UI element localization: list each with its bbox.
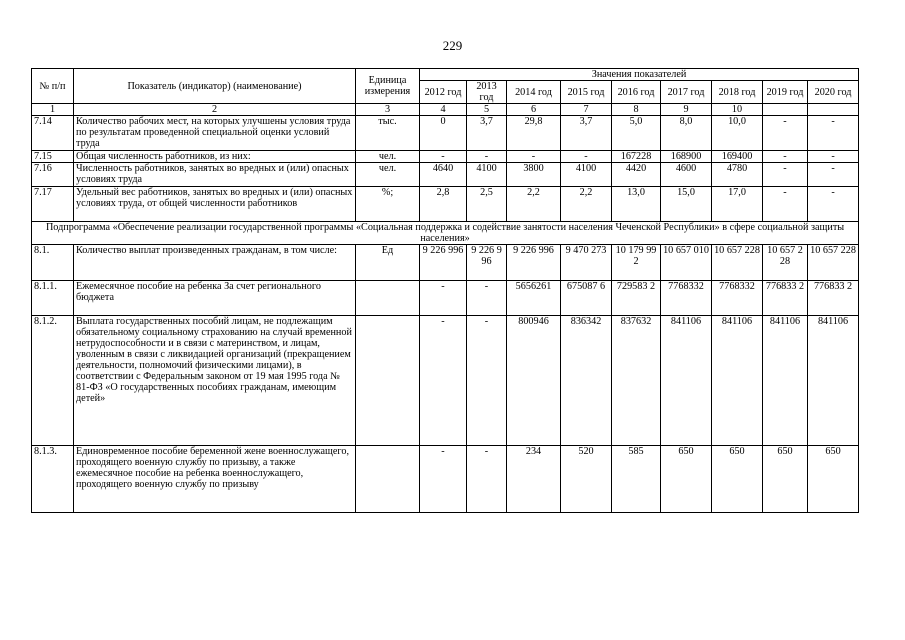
col-number: 5	[467, 104, 507, 116]
row-number: 8.1.1.	[32, 281, 74, 316]
row-value: 4640	[420, 163, 467, 187]
col-number	[763, 104, 808, 116]
row-value: 9 226 996	[467, 245, 507, 281]
row-value: -	[763, 187, 808, 222]
row-value: 650	[712, 446, 763, 513]
row-value: 10 657 010	[661, 245, 712, 281]
header-year: 2014 год	[507, 81, 561, 104]
row-value: -	[467, 446, 507, 513]
row-value: 0	[420, 116, 467, 151]
row-value: -	[420, 281, 467, 316]
row-number: 7.14	[32, 116, 74, 151]
row-value: 10,0	[712, 116, 763, 151]
header-year: 2013 год	[467, 81, 507, 104]
row-value: 167228	[612, 151, 661, 163]
table-row	[32, 316, 859, 446]
row-value: 776833 2	[763, 281, 808, 316]
row-value: 9 470 273	[561, 245, 612, 281]
row-number: 8.1.	[32, 245, 74, 281]
row-indicator-name: Количество рабочих мест, на которых улучшены условия труда по результатам проведенной специальной оценки условий труда	[74, 116, 356, 151]
row-value: 3,7	[467, 116, 507, 151]
indicators-table	[31, 68, 859, 513]
row-value: 841106	[763, 316, 808, 446]
row-indicator-name: Количество выплат произведенных гражданам, в том числе:	[74, 245, 356, 281]
row-value: 7768332	[661, 281, 712, 316]
row-value: 836342	[561, 316, 612, 446]
row-value: 169400	[712, 151, 763, 163]
row-value: -	[763, 163, 808, 187]
col-number: 9	[661, 104, 712, 116]
table-row	[32, 446, 859, 513]
row-value: 841106	[661, 316, 712, 446]
row-value: 3,7	[561, 116, 612, 151]
row-value: -	[561, 151, 612, 163]
page-number: 229	[442, 38, 463, 53]
col-number: 7	[561, 104, 612, 116]
row-value: 585	[612, 446, 661, 513]
row-value: -	[420, 446, 467, 513]
row-number: 7.15	[32, 151, 74, 163]
row-value: -	[808, 163, 859, 187]
row-unit	[356, 316, 420, 446]
row-value: -	[467, 281, 507, 316]
row-value: 650	[661, 446, 712, 513]
row-number: 7.16	[32, 163, 74, 187]
header-year: 2020 год	[808, 81, 859, 104]
table-row	[32, 187, 859, 222]
row-value: 168900	[661, 151, 712, 163]
row-indicator-name: Общая численность работников, из них:	[74, 151, 356, 163]
row-value: -	[808, 187, 859, 222]
col-number: 4	[420, 104, 467, 116]
row-value: -	[507, 151, 561, 163]
row-unit: Ед	[356, 245, 420, 281]
row-value: 15,0	[661, 187, 712, 222]
column-numbers-row	[32, 104, 859, 116]
row-value: 10 657 228	[712, 245, 763, 281]
row-value: 9 226 996	[420, 245, 467, 281]
row-value: 4780	[712, 163, 763, 187]
row-value: 17,0	[712, 187, 763, 222]
header-values: Значения показателей	[420, 69, 859, 81]
col-number: 10	[712, 104, 763, 116]
row-value: -	[420, 316, 467, 446]
row-value: 776833 2	[808, 281, 859, 316]
row-value: -	[808, 151, 859, 163]
row-indicator-name: Единовременное пособие беременной жене военнослужащего, проходящего военную службу по призыву, а также ежемесячное пособие на ребенка военнослужащего, проходящего военную службу по призыву	[74, 446, 356, 513]
header-year: 2015 год	[561, 81, 612, 104]
row-indicator-name: Удельный вес работников, занятых во вредных и (или) опасных условиях труда, от общей численности работников	[74, 187, 356, 222]
row-value: -	[467, 316, 507, 446]
subprogram-title: Подпрограмма «Обеспечение реализации государственной программы «Социальная поддержка и содействие занятости населения Чеченской Республики» в сфере социальной защиты населения»	[32, 222, 859, 245]
row-value: -	[467, 151, 507, 163]
col-number: 1	[32, 104, 74, 116]
row-value: 841106	[808, 316, 859, 446]
row-indicator-name: Выплата государственных пособий лицам, не подлежащим обязательному социальному страхованию на случай временной нетрудоспособности и в связи с материнством, и лицам, уволенным в связи с ликвидацией организаций (прекращением деятельности, полномочий физическими лицами), в соответствии с Федеральным законом от 19 мая 1995 года № 81-ФЗ «О государственных пособиях гражданам, имеющим детей»	[74, 316, 356, 446]
row-value: 2,2	[507, 187, 561, 222]
row-value: 29,8	[507, 116, 561, 151]
table-row	[32, 116, 859, 151]
header-year: 2016 год	[612, 81, 661, 104]
col-number	[808, 104, 859, 116]
row-value: 2,8	[420, 187, 467, 222]
header-year: 2018 год	[712, 81, 763, 104]
row-value: 4100	[467, 163, 507, 187]
row-value: 7768332	[712, 281, 763, 316]
header-unit: Единица измерения	[356, 69, 420, 104]
table-row	[32, 163, 859, 187]
row-indicator-name: Ежемесячное пособие на ребенка За счет регионального бюджета	[74, 281, 356, 316]
header-num: № п/п	[32, 69, 74, 104]
row-value: 4600	[661, 163, 712, 187]
row-value: 234	[507, 446, 561, 513]
row-value: 5656261	[507, 281, 561, 316]
row-value: 800946	[507, 316, 561, 446]
row-value: 3800	[507, 163, 561, 187]
row-value: 5,0	[612, 116, 661, 151]
header-year: 2012 год	[420, 81, 467, 104]
header-year: 2017 год	[661, 81, 712, 104]
row-value: -	[808, 116, 859, 151]
table-row	[32, 151, 859, 163]
row-number: 8.1.2.	[32, 316, 74, 446]
row-value: -	[763, 151, 808, 163]
row-value: 13,0	[612, 187, 661, 222]
row-value: 10 179 992	[612, 245, 661, 281]
col-number: 2	[74, 104, 356, 116]
row-unit	[356, 281, 420, 316]
col-number: 3	[356, 104, 420, 116]
row-unit: чел.	[356, 163, 420, 187]
col-number: 6	[507, 104, 561, 116]
row-value: 4420	[612, 163, 661, 187]
row-indicator-name: Численность работников, занятых во вредных и (или) опасных условиях труда	[74, 163, 356, 187]
row-value: 675087 6	[561, 281, 612, 316]
row-value: 520	[561, 446, 612, 513]
row-value: 841106	[712, 316, 763, 446]
table-row	[32, 245, 859, 281]
row-value: -	[420, 151, 467, 163]
row-value: -	[763, 116, 808, 151]
row-value: 2,2	[561, 187, 612, 222]
row-value: 10 657 228	[808, 245, 859, 281]
row-unit	[356, 446, 420, 513]
table-row	[32, 281, 859, 316]
row-unit: чел.	[356, 151, 420, 163]
row-unit: тыс.	[356, 116, 420, 151]
row-value: 837632	[612, 316, 661, 446]
header-indicator: Показатель (индикатор) (наименование)	[74, 69, 356, 104]
row-value: 9 226 996	[507, 245, 561, 281]
row-value: 650	[808, 446, 859, 513]
row-value: 2,5	[467, 187, 507, 222]
col-number: 8	[612, 104, 661, 116]
header-year: 2019 год	[763, 81, 808, 104]
subprogram-row	[32, 222, 859, 245]
row-value: 8,0	[661, 116, 712, 151]
row-value: 4100	[561, 163, 612, 187]
row-unit: %;	[356, 187, 420, 222]
row-value: 729583 2	[612, 281, 661, 316]
row-value: 650	[763, 446, 808, 513]
row-number: 7.17	[32, 187, 74, 222]
row-number: 8.1.3.	[32, 446, 74, 513]
row-value: 10 657 228	[763, 245, 808, 281]
